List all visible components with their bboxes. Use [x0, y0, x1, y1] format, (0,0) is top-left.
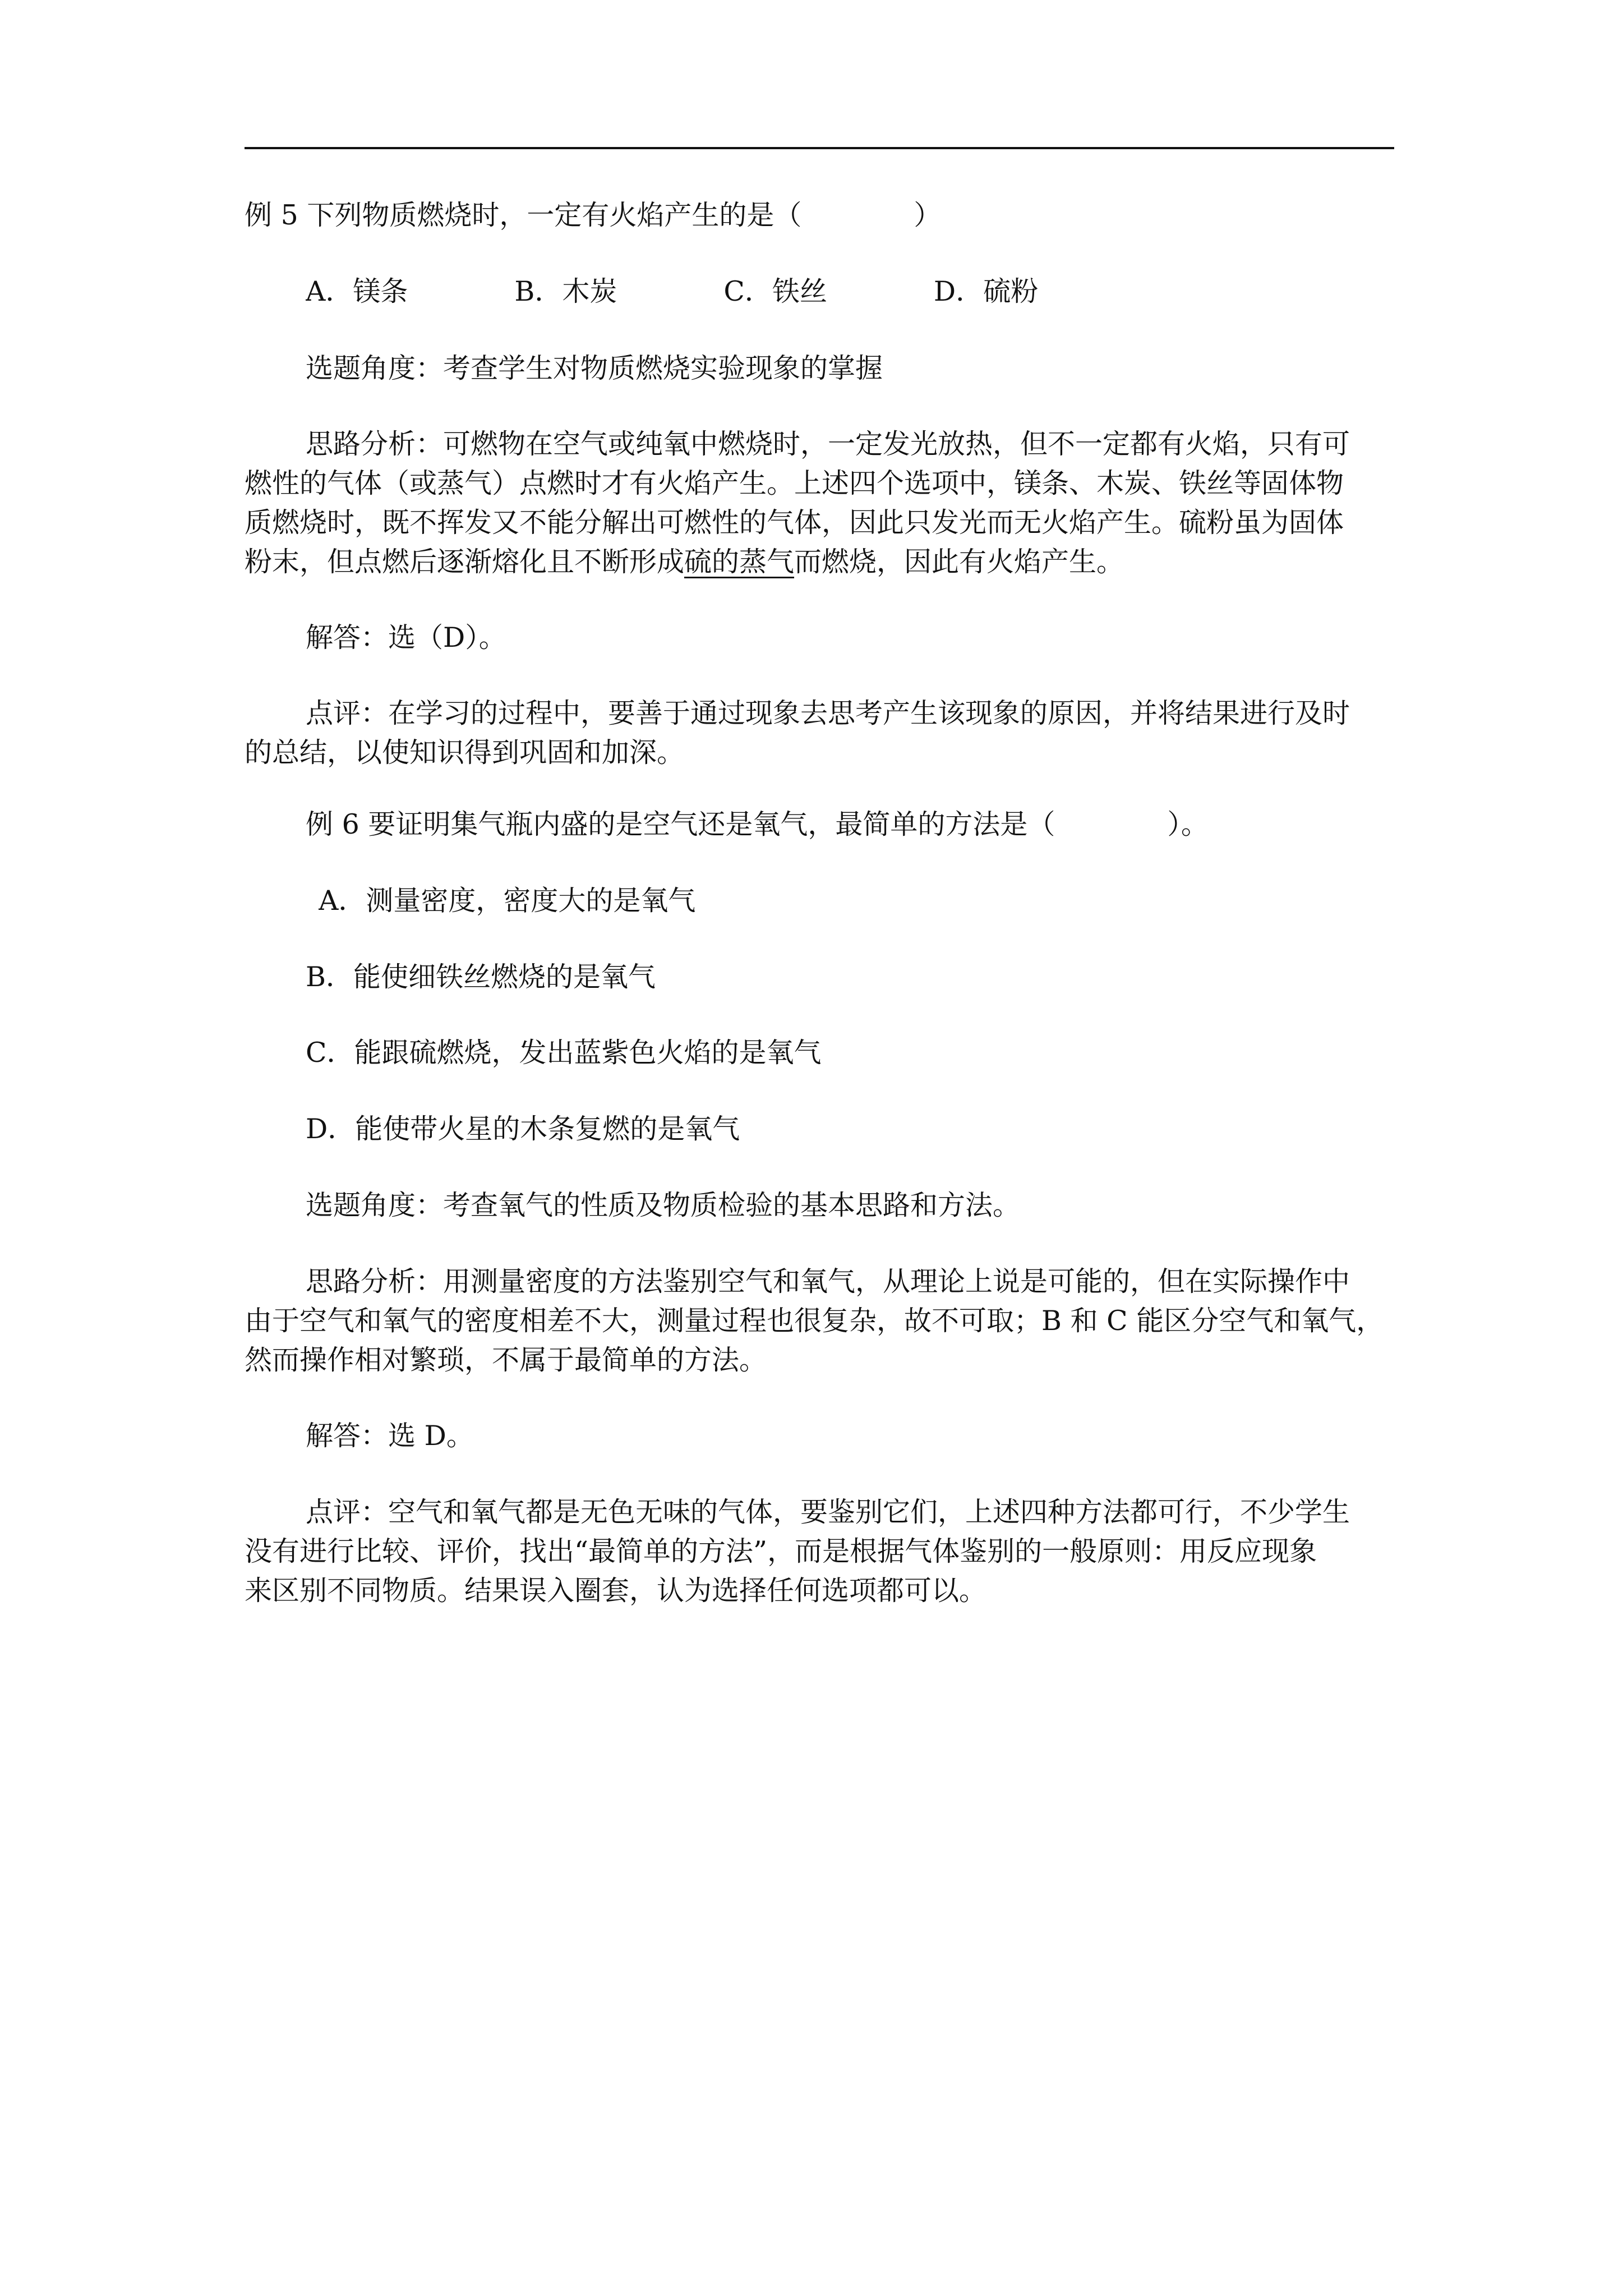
example5-analysis-line: 燃性的气体（或蒸气）点燃时才有火焰产生。上述四个选项中，镁条、木炭、铁丝等固体物	[245, 467, 1344, 499]
example6-question	[306, 807, 1394, 843]
example5-option-a: A．镁条	[306, 275, 408, 307]
example6-analysis-line: 然而操作相对繁琐，不属于最简单的方法。	[245, 1344, 767, 1376]
example6-question-text: 例 6 要证明集气瓶内盛的是空气还是氧气，最简单的方法是（	[306, 808, 1055, 840]
example6-analysis-line: 思路分析：用测量密度的方法鉴别空气和氧气，从理论上说是可能的，但在实际操作中	[306, 1266, 1350, 1297]
example6-option-a: A．测量密度，密度大的是氧气	[319, 885, 696, 917]
example5-option-d: D．硫粉	[933, 275, 1039, 307]
header-rule	[245, 147, 1394, 149]
example6-option-b: B．能使细铁丝燃烧的是氧气	[306, 961, 656, 993]
example6-question-end: ）。	[1167, 808, 1209, 840]
example6-analysis-line: 由于空气和氧气的密度相差不大，测量过程也很复杂，故不可取；B 和 C 能区分空气和氧气，	[245, 1305, 1384, 1337]
example6-answer: 解答：选 D。	[306, 1420, 474, 1452]
example5-analysis-line: 质燃烧时，既不挥发又不能分解出可燃性的气体，因此只发光而无火焰产生。硫粉虽为固体	[245, 507, 1344, 539]
example6-option-d: D．能使带火星的木条复燃的是氧气	[306, 1113, 740, 1145]
example5-answer: 解答：选（D）。	[306, 622, 506, 654]
example5-options	[306, 274, 1394, 310]
example5-question-text: 例 5 下列物质燃烧时，一定有火焰产生的是（	[245, 199, 802, 231]
example5-analysis-line	[245, 544, 1394, 580]
example6-comment-line: 没有进行比较、评价，找出“最简单的方法”，而是根据气体鉴别的一般原则：用反应现象	[245, 1535, 1317, 1567]
underlined-term: 硫的蒸气	[684, 546, 795, 578]
example6-option-c: C．能跟硫燃烧，发出蓝紫色火焰的是氧气	[306, 1037, 822, 1069]
example5-option-b: B．木炭	[514, 275, 617, 307]
example5-comment-line: 的总结，以使知识得到巩固和加深。	[245, 737, 685, 769]
example5-analysis-line: 思路分析：可燃物在空气或纯氧中燃烧时，一定发光放热，但不一定都有火焰，只有可	[306, 428, 1350, 460]
example5-option-c: C．铁丝	[723, 275, 827, 307]
example5-angle: 选题角度：考查学生对物质燃烧实验现象的掌握	[306, 352, 883, 384]
example6-angle: 选题角度：考查氧气的性质及物质检验的基本思路和方法。	[306, 1189, 1021, 1221]
example5-analysis-text: 粉末，但点燃后逐渐熔化且不断形成	[245, 546, 685, 578]
example5-comment-line: 点评：在学习的过程中，要善于通过现象去思考产生该现象的原因，并将结果进行及时	[306, 697, 1350, 729]
example5-analysis-text: 而燃烧，因此有火焰产生。	[794, 546, 1124, 578]
example6-comment-line: 来区别不同物质。结果误入圈套，认为选择任何选项都可以。	[245, 1575, 987, 1607]
example6-comment-line: 点评：空气和氧气都是无色无味的气体，要鉴别它们，上述四种方法都可行，不少学生	[306, 1496, 1350, 1528]
example5-question	[245, 197, 1394, 233]
example5-question-end: ）	[914, 199, 942, 231]
